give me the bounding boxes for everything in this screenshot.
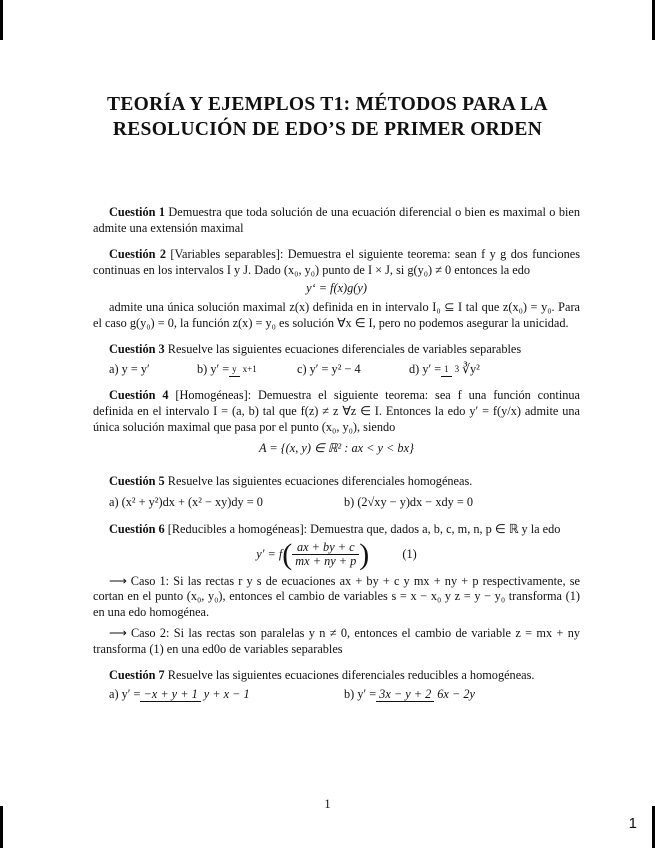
question-label: Cuestión 7: [109, 668, 165, 683]
question-label: Cuestión 5: [109, 473, 165, 488]
question-1: [93, 205, 580, 236]
crop-mark-bottom-left: [0, 806, 3, 848]
exercise-b: b) y′ =3x − y + 2 6x − 2y: [344, 687, 475, 702]
exercise-d: d) y′ =1 3 ∛y²: [409, 361, 480, 376]
title-line-2: RESOLUCIÓN DE EDO’S DE PRIMER ORDEN: [112, 119, 543, 140]
question-text: [Reducibles a homogéneas]: Demuestra que, dados a, b, c, m, n, p ∈ ℝ y la edo: [164, 521, 561, 536]
question-text: [Homogéneas]: Demuestra el siguiente teorema: sea f una función continua definida en el intervalo I = (a, b) tal que f(z) ≠ z ∀z ∈ I. Entonces la edo y′ = f(y/x) admite una única solución maximal que pasa por el punto (x₀, y₀), siendo: [93, 388, 580, 434]
page-title: [60, 92, 595, 142]
question-label: Cuestión 6: [109, 521, 165, 536]
question-4: [93, 388, 580, 435]
crop-mark-top-left: [0, 0, 3, 40]
question-text: Resuelve las siguientes ecuaciones diferenciales reducibles a homogéneas.: [164, 668, 535, 683]
question-2: [93, 247, 580, 278]
question-7: [93, 668, 580, 684]
question-text: Resuelve las siguientes ecuaciones diferenciales homogéneas.: [164, 473, 473, 488]
question-label: Cuestión 4: [109, 388, 169, 403]
document-body: [93, 205, 580, 703]
equation: y‘ = f(x)g(y): [306, 281, 367, 296]
question-2-continuation: admite una única solución maximal z(x) definida en in intervalo I₀ ⊆ I tal que z(x₀) = y₀. Para el caso g(y₀) = 0, la función z(x) = y₀ es solución ∀x ∈ I, pero no podemos asegurar la unicidad.: [93, 299, 580, 330]
title-line-1: TEORÍA Y EJEMPLOS T1: MÉTODOS PARA LA: [107, 94, 548, 115]
equation: A = {(x, y) ∈ ℝ² : ax < y < bx}: [259, 441, 414, 456]
exercise-a: a) y′ =−x + y + 1 y + x − 1: [109, 687, 250, 702]
viewer-page-indicator: 1: [628, 815, 637, 832]
exercise-a: a) y = y′: [109, 361, 150, 376]
question-6: [93, 522, 580, 538]
case-2: ⟶ Caso 2: Si las rectas son paralelas y n ≠ 0, entonces el cambio de variable z = mx + ny transforma (1) en una ed0o de variables separables: [93, 626, 580, 656]
exercise-list: [109, 687, 580, 703]
exercise-list: [109, 495, 580, 511]
question-5: [93, 474, 580, 490]
question-label: Cuestión 2: [109, 247, 167, 262]
question-3: [93, 342, 580, 358]
question-text: Resuelve las siguientes ecuaciones diferenciales de variables separables: [164, 342, 522, 357]
exercise-a: a) (x² + y²)dx + (x² − xy)dy = 0: [109, 495, 263, 510]
exercise-b: b) y′ =y x+1: [197, 361, 257, 376]
case-1: ⟶ Caso 1: Si las rectas r y s de ecuaciones ax + by + c y mx + ny + p respectivamente, se cortan en el punto (x₀, y₀), entonces el cambio de variables s = x − x₀ y z = y − y₀ transforma (1) en una edo homogénea.: [93, 573, 580, 619]
page-number: 1: [324, 797, 331, 811]
equation-tag: (1): [402, 546, 417, 561]
question-text: Demuestra que toda solución de una ecuación diferencial o bien es maximal o bien admite una extensión maximal: [93, 205, 580, 235]
exercise-b: b) (2√xy − y)dx − xdy = 0: [344, 495, 473, 510]
question-label: Cuestión 1: [109, 205, 166, 219]
question-text: [Variables separables]: Demuestra el siguiente teorema: sean f y g dos funciones continuas en los intervalos I y J. Dado (x₀, y₀) punto de I × J, si g(y₀) ≠ 0 entonces la edo: [93, 247, 580, 277]
equation-1: y′ = f( $\frac{ax + by + c}{mx + ny + p}$ ) (1): [256, 537, 417, 571]
question-label: Cuestión 3: [109, 342, 165, 357]
exercise-c: c) y′ = y² − 4: [297, 361, 361, 376]
exercise-list: [109, 362, 580, 378]
